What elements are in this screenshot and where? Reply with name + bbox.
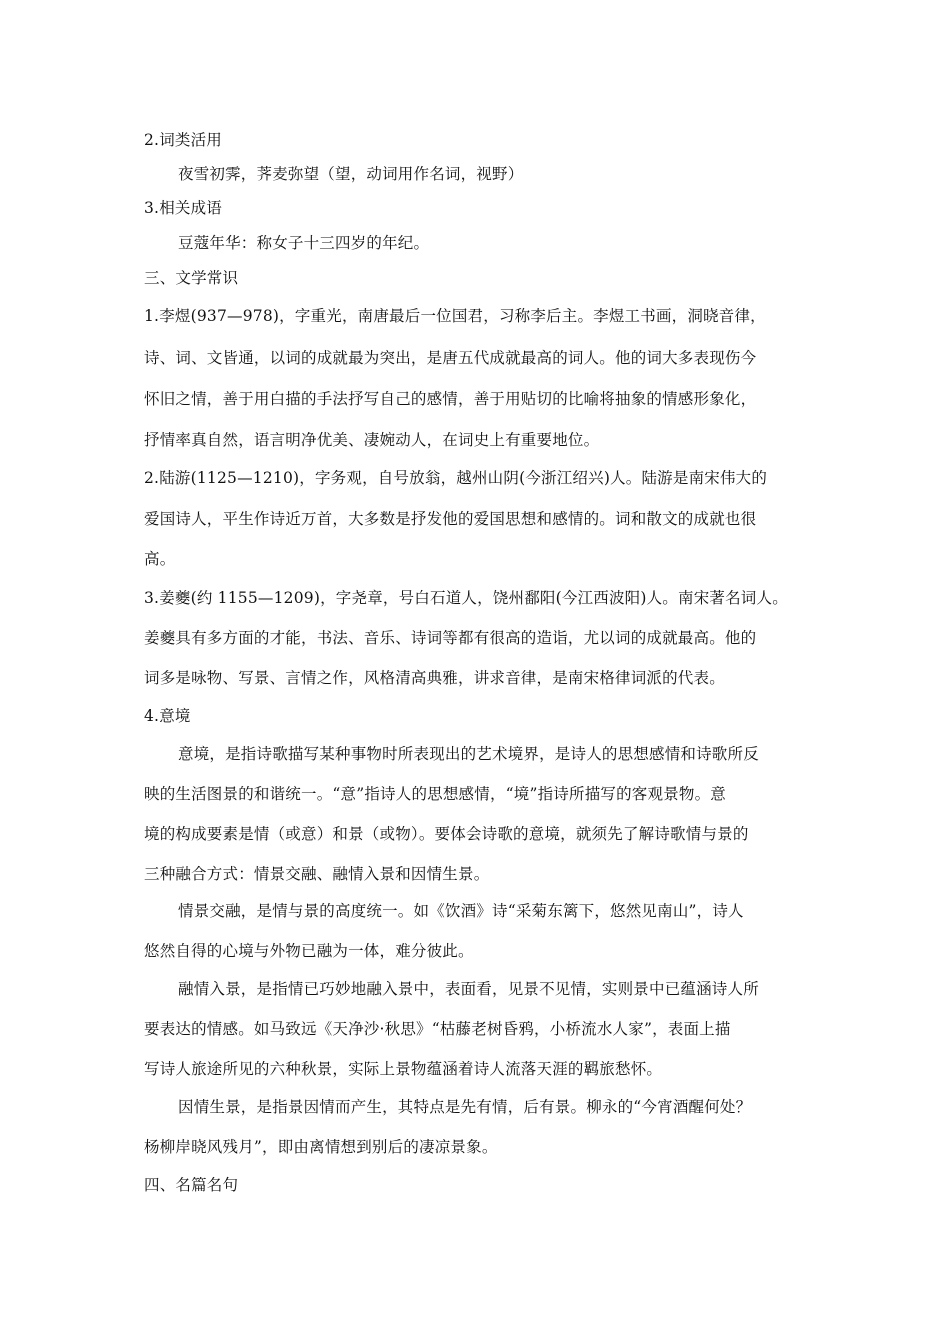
paragraph-line: 悠然自得的心境与外物已融为一体，难分彼此。 xyxy=(144,942,474,960)
paragraph-line: 姜夔具有多方面的才能，书法、音乐、诗词等都有很高的造诣，尤以词的成就最高。他的 xyxy=(144,629,757,647)
paragraph-line: 杨柳岸晓风残月”，即由离情想到别后的凄凉景象。 xyxy=(144,1138,498,1156)
paragraph-line: 映的生活图景的和谐统一。“意”指诗人的思想感情，“境”指诗所描写的客观景物。意 xyxy=(144,785,726,803)
heading-idiom: 3.相关成语 xyxy=(144,199,222,217)
paragraph-line: 高。 xyxy=(144,550,176,568)
paragraph-line: 因情生景，是指景因情而产生，其特点是先有情，后有景。柳永的“今宵酒醒何处？ xyxy=(178,1098,752,1116)
paragraph-line: 情景交融，是情与景的高度统一。如《饮酒》诗“采菊东篱下，悠然见南山”，诗人 xyxy=(178,902,744,920)
paragraph-line: 境的构成要素是情（或意）和景（或物）。要体会诗歌的意境，就须先了解诗歌情与景的 xyxy=(144,825,749,843)
paragraph-line: 豆蔻年华：称女子十三四岁的年纪。 xyxy=(178,234,430,252)
paragraph-line: 抒情率真自然，语言明净优美、凄婉动人，在词史上有重要地位。 xyxy=(144,431,600,449)
heading-yijing: 4.意境 xyxy=(144,707,191,725)
paragraph-line: 要表达的情感。如马致远《天净沙·秋思》“枯藤老树昏鸦，小桥流水人家”，表面上描 xyxy=(144,1020,731,1038)
paragraph-line: 意境，是指诗歌描写某种事物时所表现出的艺术境界，是诗人的思想感情和诗歌所反 xyxy=(178,745,759,763)
paragraph-line: 写诗人旅途所见的六种秋景，实际上景物蕴涵着诗人流落天涯的羁旅愁怀。 xyxy=(144,1060,663,1078)
section-heading-literature: 三、文学常识 xyxy=(144,269,239,287)
paragraph-line: 词多是咏物、写景、言情之作，风格清高典雅，讲求音律，是南宋格律词派的代表。 xyxy=(144,669,725,687)
paragraph-line: 三种融合方式：情景交融、融情入景和因情生景。 xyxy=(144,865,490,883)
section-heading-famous-lines: 四、名篇名句 xyxy=(144,1176,239,1194)
heading-word-class: 2.词类活用 xyxy=(144,131,222,149)
paragraph-line: 爱国诗人，平生作诗近万首，大多数是抒发他的爱国思想和感情的。词和散文的成就也很 xyxy=(144,510,757,528)
paragraph-line: 融情入景，是指情已巧妙地融入景中，表面看，见景不见情，实则景中已蕴涵诗人所 xyxy=(178,980,759,998)
paragraph-line: 夜雪初霁，荠麦弥望（望，动词用作名词，视野） xyxy=(178,165,524,183)
paragraph-line: 2.陆游(1125—1210)，字务观，自号放翁，越州山阴(今浙江绍兴)人。陆游是南宋伟大的 xyxy=(144,469,768,487)
paragraph-line: 3.姜夔(约 1155—1209)，字尧章，号白石道人，饶州鄱阳(今江西波阳)人。南宋著名词人。 xyxy=(144,589,788,607)
paragraph-line: 诗、词、文皆通，以词的成就最为突出，是唐五代成就最高的词人。他的词大多表现伤今 xyxy=(144,349,757,367)
paragraph-line: 怀旧之情，善于用白描的手法抒写自己的感情，善于用贴切的比喻将抽象的情感形象化， xyxy=(144,390,757,408)
paragraph-line: 1.李煜(937—978)，字重光，南唐最后一位国君，习称李后主。李煜工书画，洞晓音律， xyxy=(144,307,766,325)
